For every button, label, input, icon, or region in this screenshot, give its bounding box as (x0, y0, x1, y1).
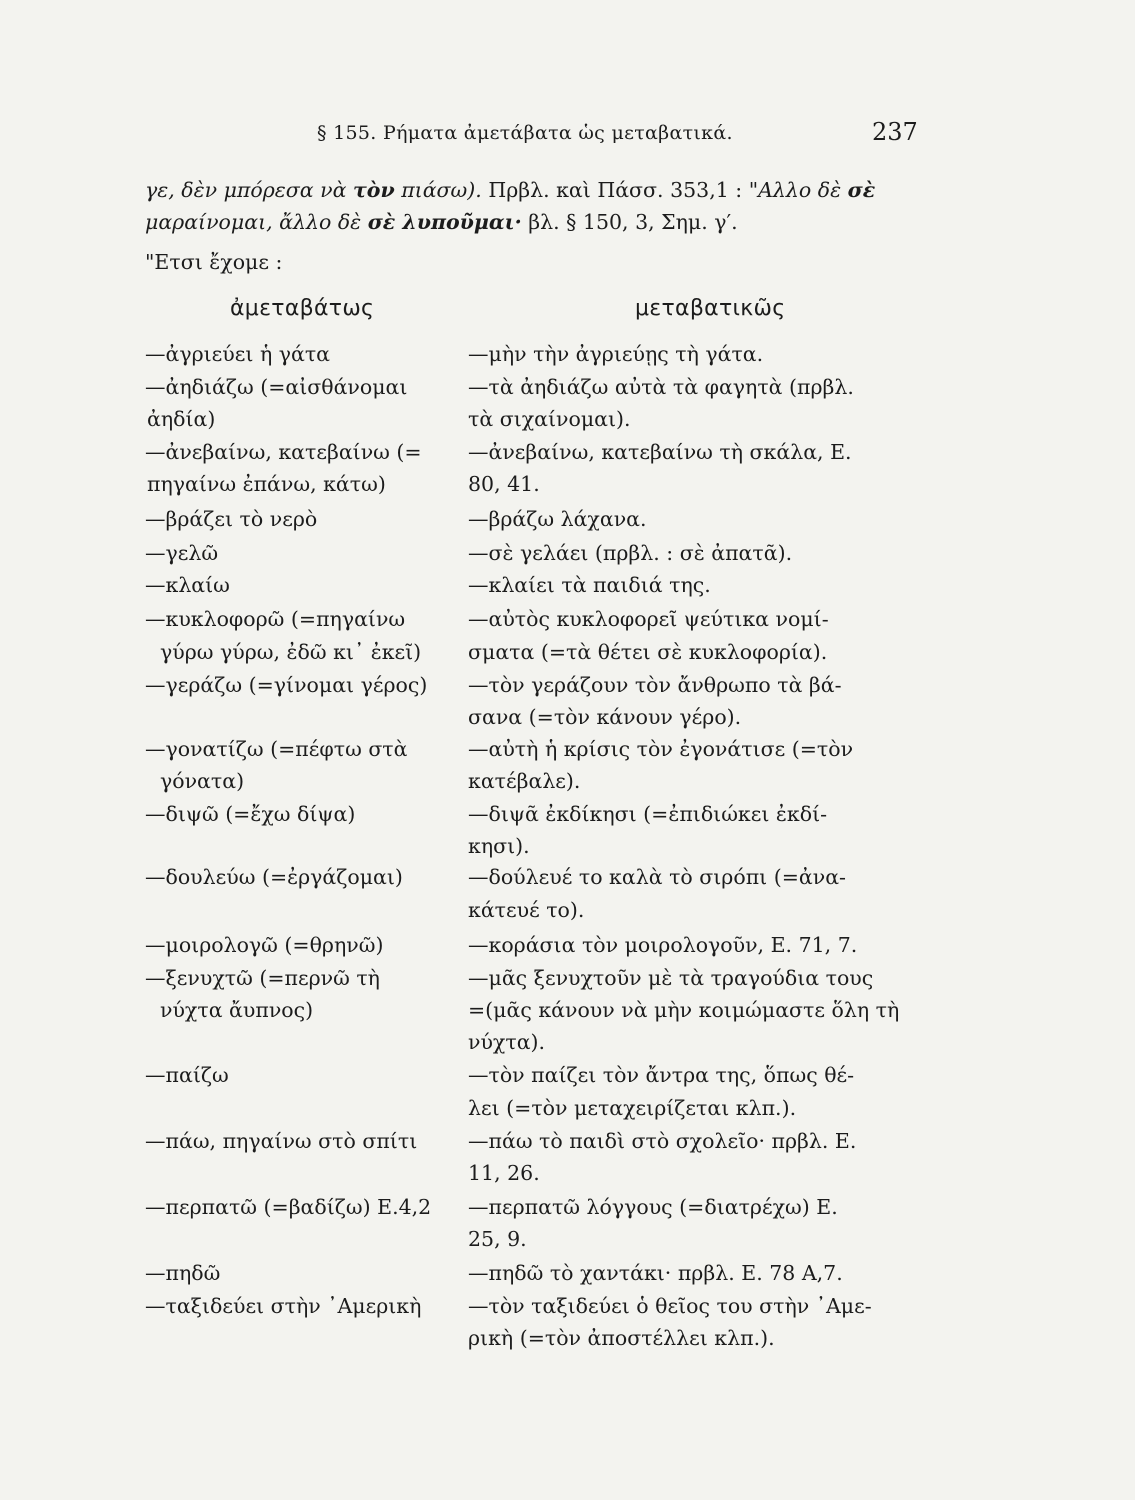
left-line: —ταξιδεύει στὴν ᾿Αμερικὴ (145, 1294, 422, 1318)
left-line: —πηδῶ (145, 1261, 221, 1285)
left-line: —παίζω (145, 1063, 229, 1087)
intro-bold: σὲ λυποῦμαι· (367, 210, 522, 234)
left-line: —δουλεύω (=ἐργάζομαι) (145, 865, 403, 889)
right-line: —διψᾶ ἐκδίκησι (=ἐπιδιώκει ἐκδί- (468, 802, 828, 826)
left-line: —περπατῶ (=βαδίζω) Ε.4,2 (145, 1195, 432, 1219)
intro-line-1 (145, 178, 875, 202)
section-title: § 155. Ρήματα ἀμετάβατα ὡς μεταβατικά. (317, 122, 733, 144)
running-header (0, 118, 1135, 152)
left-line: —πάω, πηγαίνω στὸ σπίτι (145, 1129, 418, 1153)
left-line: —ἀνεβαίνω, κατεβαίνω (= (145, 440, 422, 464)
right-line: —πάω τὸ παιδὶ στὸ σχολεῖο· πρβλ. Ε. (468, 1129, 857, 1153)
right-line: σανα (=τὸν κάνουν γέρο). (468, 705, 742, 729)
right-line: κατέβαλε). (468, 769, 581, 793)
right-line: —μᾶς ξενυχτοῦν μὲ τὰ τραγούδια τους (468, 966, 874, 990)
right-line: —αὐτὸς κυκλοφορεῖ ψεύτικα νομί- (468, 607, 829, 631)
right-line: —αὐτὴ ἡ κρίσις τὸν ἐγονάτισε (=τὸν (468, 737, 854, 761)
intro-text: πιάσω). (394, 178, 482, 202)
right-line: ρικὴ (=τὸν ἀποστέλλει κλπ.). (468, 1326, 775, 1350)
right-line: —τὸν παίζει τὸν ἄντρα της, ὅπως θέ- (468, 1063, 855, 1087)
left-line: —μοιρολογῶ (=θρηνῶ) (145, 933, 384, 957)
page-number: 237 (872, 118, 918, 146)
left-line: —βράζει τὸ νερὸ (145, 507, 318, 531)
intro-text: βλ. § 150, 3, Σημ. γ′. (521, 210, 738, 234)
intro-line-3: "Ετσι ἔχομε : (145, 250, 283, 274)
right-line: —βράζω λάχανα. (468, 507, 647, 531)
right-line: —περπατῶ λόγγους (=διατρέχω) Ε. (468, 1195, 838, 1219)
right-line: —τὸν ταξιδεύει ὁ θεῖος του στὴν ᾿Αμε- (468, 1294, 872, 1318)
right-line: λει (=τὸν μεταχειρίζεται κλπ.). (468, 1096, 797, 1120)
right-line: κησι). (468, 834, 530, 858)
left-line: γόνατα) (160, 769, 245, 793)
intro-text: μαραίνομαι, ἄλλο δὲ (145, 210, 368, 234)
left-line: νύχτα ἄυπνος) (160, 998, 314, 1022)
left-line: —γονατίζω (=πέφτω στὰ (145, 737, 408, 761)
right-line: —πηδῶ τὸ χαντάκι· πρβλ. Ε. 78 Α,7. (468, 1261, 843, 1285)
left-line: —ξενυχτῶ (=περνῶ τὴ (145, 966, 380, 990)
right-line: —κλαίει τὰ παιδιά της. (468, 573, 711, 597)
left-line: —διψῶ (=ἔχω δίψα) (145, 802, 356, 826)
intro-bold: τὸν (352, 178, 395, 202)
left-line: πηγαίνω ἐπάνω, κάτω) (147, 472, 386, 496)
right-line: —κοράσια τὸν μοιρολογοῦν, Ε. 71, 7. (468, 933, 858, 957)
intro-text: Πρβλ. καὶ Πάσσ. 353,1 : (481, 178, 749, 202)
intro-text: γε, δὲν μπόρεσα νὰ (145, 178, 353, 202)
right-line: —τὰ ἀηδιάζω αὐτὰ τὰ φαγητὰ (πρβλ. (468, 375, 854, 399)
right-line: νύχτα). (468, 1030, 546, 1054)
left-line: —ἀγριεύει ἡ γάτα (145, 342, 331, 366)
right-line: —ἀνεβαίνω, κατεβαίνω τὴ σκάλα, Ε. (468, 440, 852, 464)
left-line: —ἀηδιάζω (=αἰσθάνομαι (145, 375, 408, 399)
left-line: —γελῶ (145, 541, 219, 565)
intro-bold: σὲ (847, 178, 876, 202)
left-line: —κυκλοφορῶ (=πηγαίνω (145, 607, 406, 631)
left-line: γύρω γύρω, ἐδῶ κι᾿ ἐκεῖ) (160, 640, 422, 664)
left-column-heading: ἀμεταβάτως (230, 296, 375, 321)
left-line: ἀηδία) (147, 407, 216, 431)
left-line: —κλαίω (145, 573, 230, 597)
right-line: σματα (=τὰ θέτει σὲ κυκλοφορία). (468, 640, 828, 664)
right-line: 80, 41. (468, 472, 540, 496)
right-line: τὰ σιχαίνομαι). (468, 407, 631, 431)
right-line: —σὲ γελάει (πρβλ. : σὲ ἀπατᾶ). (468, 541, 793, 565)
intro-line-2 (145, 210, 738, 234)
right-column-heading: μεταβατικῶς (635, 296, 786, 321)
right-line: =(μᾶς κάνουν νὰ μὴν κοιμώμαστε ὅλη τὴ (468, 998, 900, 1022)
right-line: —δούλευέ το καλὰ τὸ σιρόπι (=ἀνα- (468, 865, 846, 889)
right-line: —τὸν γεράζουν τὸν ἄνθρωπο τὰ βά- (468, 673, 842, 697)
left-line: —γεράζω (=γίνομαι γέρος) (145, 673, 428, 697)
intro-text: "Αλλο δὲ (748, 178, 848, 202)
right-line: 25, 9. (468, 1227, 527, 1251)
right-line: —μὴν τὴν ἀγριεύῃς τὴ γάτα. (468, 342, 764, 366)
right-line: 11, 26. (468, 1161, 540, 1185)
right-line: κάτευέ το). (468, 898, 585, 922)
